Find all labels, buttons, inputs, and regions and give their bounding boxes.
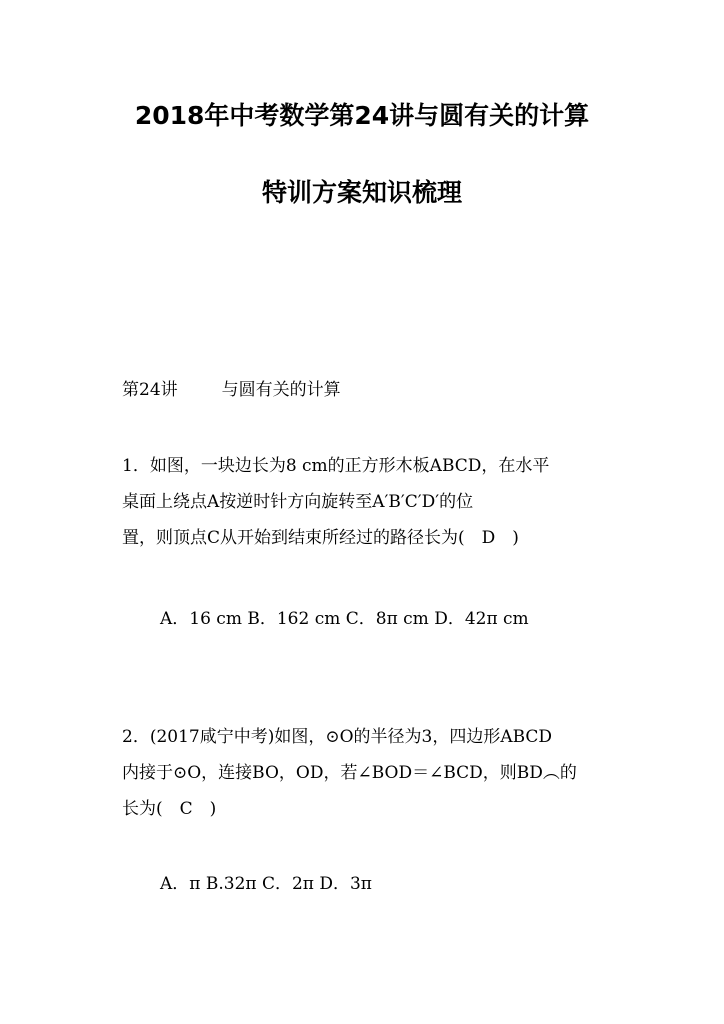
- question-2-line-2: 内接于⊙O，连接BO，OD，若∠BOD＝∠BCD，则BD︵的: [122, 763, 577, 783]
- document-title-line-2: 特训方案知识梳理: [261, 178, 462, 207]
- document-title-line-1: 2018年中考数学第24讲与圆有关的计算: [134, 101, 590, 130]
- question-2: [122, 726, 622, 834]
- question-1-line-1: 1．如图，一块边长为8 cm的正方形木板ABCD，在水平: [122, 456, 550, 476]
- question-1: [122, 455, 622, 563]
- question-2-line-3: 长为( C ): [122, 799, 217, 819]
- question-1-line-3: 置，则顶点C从开始到结束所经过的路径长为( D ): [122, 528, 519, 548]
- section-heading: [122, 379, 622, 401]
- lecture-number: 第24讲: [122, 380, 178, 400]
- question-2-options: A．π B.32π C．2π D．3π: [160, 874, 372, 894]
- question-1-options: A．16 cm B．162 cm C．8π cm D．42π cm: [160, 609, 529, 629]
- question-2-line-1: 2．(2017咸宁中考)如图，⊙O的半径为3，四边形ABCD: [122, 727, 553, 747]
- lecture-name: 与圆有关的计算: [221, 380, 341, 400]
- question-1-line-2: 桌面上绕点A按逆时针方向旋转至A′B′C′D′的位: [122, 492, 474, 512]
